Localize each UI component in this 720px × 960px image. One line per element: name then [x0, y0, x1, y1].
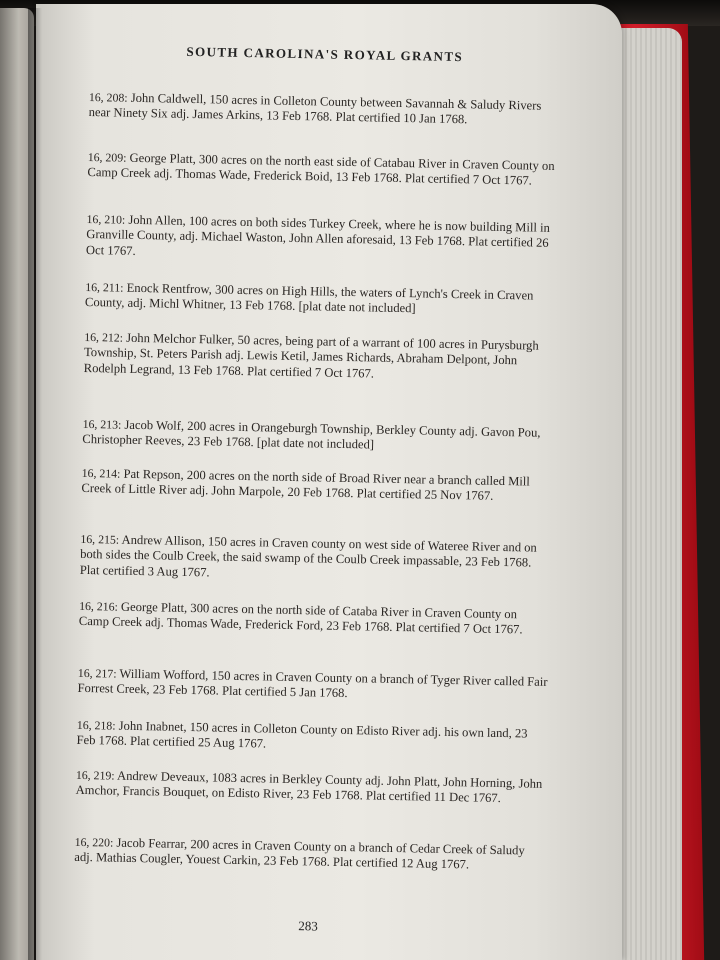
book-page — [36, 4, 622, 960]
entry-number: 16, 216: — [79, 598, 118, 614]
grant-entry — [79, 599, 550, 639]
entry-text: Enock Rentfrow, 300 acres on High Hills, the waters of Lynch's Creek in Craven County, adj. Michl Whitner, 13 Feb 1768. [plat date not included] — [84, 280, 534, 316]
page-number: 283 — [298, 918, 318, 934]
grant-entry — [82, 417, 553, 457]
grant-entry — [75, 768, 546, 808]
grant-entry — [74, 835, 545, 875]
entry-text: Andrew Allison, 150 acres in Craven county on west side of Wateree River and on both sides the Coulb Creek, the said swamp of the Coulb Creek impassable, 23 Feb 1768. Plat certified 3 Aug 1767. — [79, 532, 537, 579]
page-content — [74, 42, 560, 934]
entry-number: 16, 214: — [81, 465, 121, 481]
book-gutter — [28, 8, 42, 960]
entry-text: Jacob Fearrar, 200 acres in Craven County on a branch of Cedar Creek of Saludy adj. Mathias Cougler, Youest Carkin, 23 Feb 1768. Plat certified 12 Aug 1767. — [74, 835, 525, 872]
entry-number: 16, 217: — [77, 665, 117, 681]
grant-entry — [80, 532, 551, 587]
running-head: SOUTH CAROLINA'S ROYAL GRANTS — [186, 43, 464, 65]
entry-number: 16, 211: — [85, 279, 124, 295]
entry-number: 16, 213: — [82, 416, 122, 432]
grant-entry — [77, 666, 548, 706]
grant-entry — [76, 718, 547, 758]
entry-text: George Platt, 300 acres on the north east side of Catabau River in Craven County on Camp Creek adj. Thomas Wade, Frederick Boid, 13 Feb 1768. Plat certified 7 Oct 1767. — [87, 150, 555, 188]
entry-number: 16, 215: — [80, 531, 120, 547]
grant-entry — [81, 466, 552, 506]
entry-number: 16, 218: — [76, 717, 116, 733]
entry-text: John Inabnet, 150 acres in Colleton County on Edisto River adj. his own land, 23 Feb 1768. Plat certified 25 Aug 1767. — [76, 718, 528, 751]
entry-text: William Wofford, 150 acres in Craven County on a branch of Tyger River called Fair Forrest Creek, 23 Feb 1768. Plat certified 5 Jan 1768. — [77, 666, 548, 701]
entry-text: Pat Repson, 200 acres on the north side of Broad River near a branch called Mill Creek of Little River adj. John Marpole, 20 Feb 1768. Plat certified 25 Nov 1767. — [81, 466, 530, 504]
entry-number: 16, 209: — [87, 149, 127, 165]
grant-entry — [85, 280, 556, 320]
entry-text: John Melchor Fulker, 50 acres, being part of a warrant of 100 acres in Purysburgh Township, St. Peters Parish adj. Lewis Ketil, James Richards, Abraham Delpont, John Rodelph Legrand, 13 Feb 1768. Plat certified 7 Oct 1767. — [83, 330, 539, 381]
grant-entries — [74, 89, 559, 872]
entry-text: Andrew Deveaux, 1083 acres in Berkley County adj. John Platt, John Horning, John Amchor, Francis Bouquet, on Edisto River, 23 Feb 1768. Plat certified 11 Dec 1767. — [75, 768, 543, 806]
grant-entry — [87, 150, 558, 190]
entry-number: 16, 210: — [86, 211, 126, 227]
entry-number: 16, 208: — [88, 89, 128, 105]
entry-number: 16, 219: — [75, 767, 115, 783]
grant-entry — [84, 330, 555, 385]
entry-number: 16, 220: — [74, 834, 114, 850]
entry-text: John Allen, 100 acres on both sides Turkey Creek, where he is now building Mill in Granville County, adj. Michael Waston, John Allen aforesaid, 13 Feb 1768. Plat certified 26 Oct 1767. — [85, 212, 550, 258]
entry-number: 16, 212: — [84, 329, 124, 345]
entry-text: George Platt, 300 acres on the north side of Cataba River in Craven County on Camp Creek adj. Thomas Wade, Frederick Ford, 23 Feb 1768. Plat certified 7 Oct 1767. — [78, 599, 523, 637]
grant-entry — [86, 212, 557, 267]
entry-text: John Caldwell, 150 acres in Colleton County between Savannah & Saludy Rivers near Ninety Six adj. James Arkins, 13 Feb 1768. Plat certified 10 Jan 1768. — [88, 90, 542, 127]
grant-entry — [88, 90, 559, 130]
entry-text: Jacob Wolf, 200 acres in Orangeburgh Township, Berkley County adj. Gavon Pou, Christopher Reeves, 23 Feb 1768. [plat date not included] — [82, 417, 541, 452]
